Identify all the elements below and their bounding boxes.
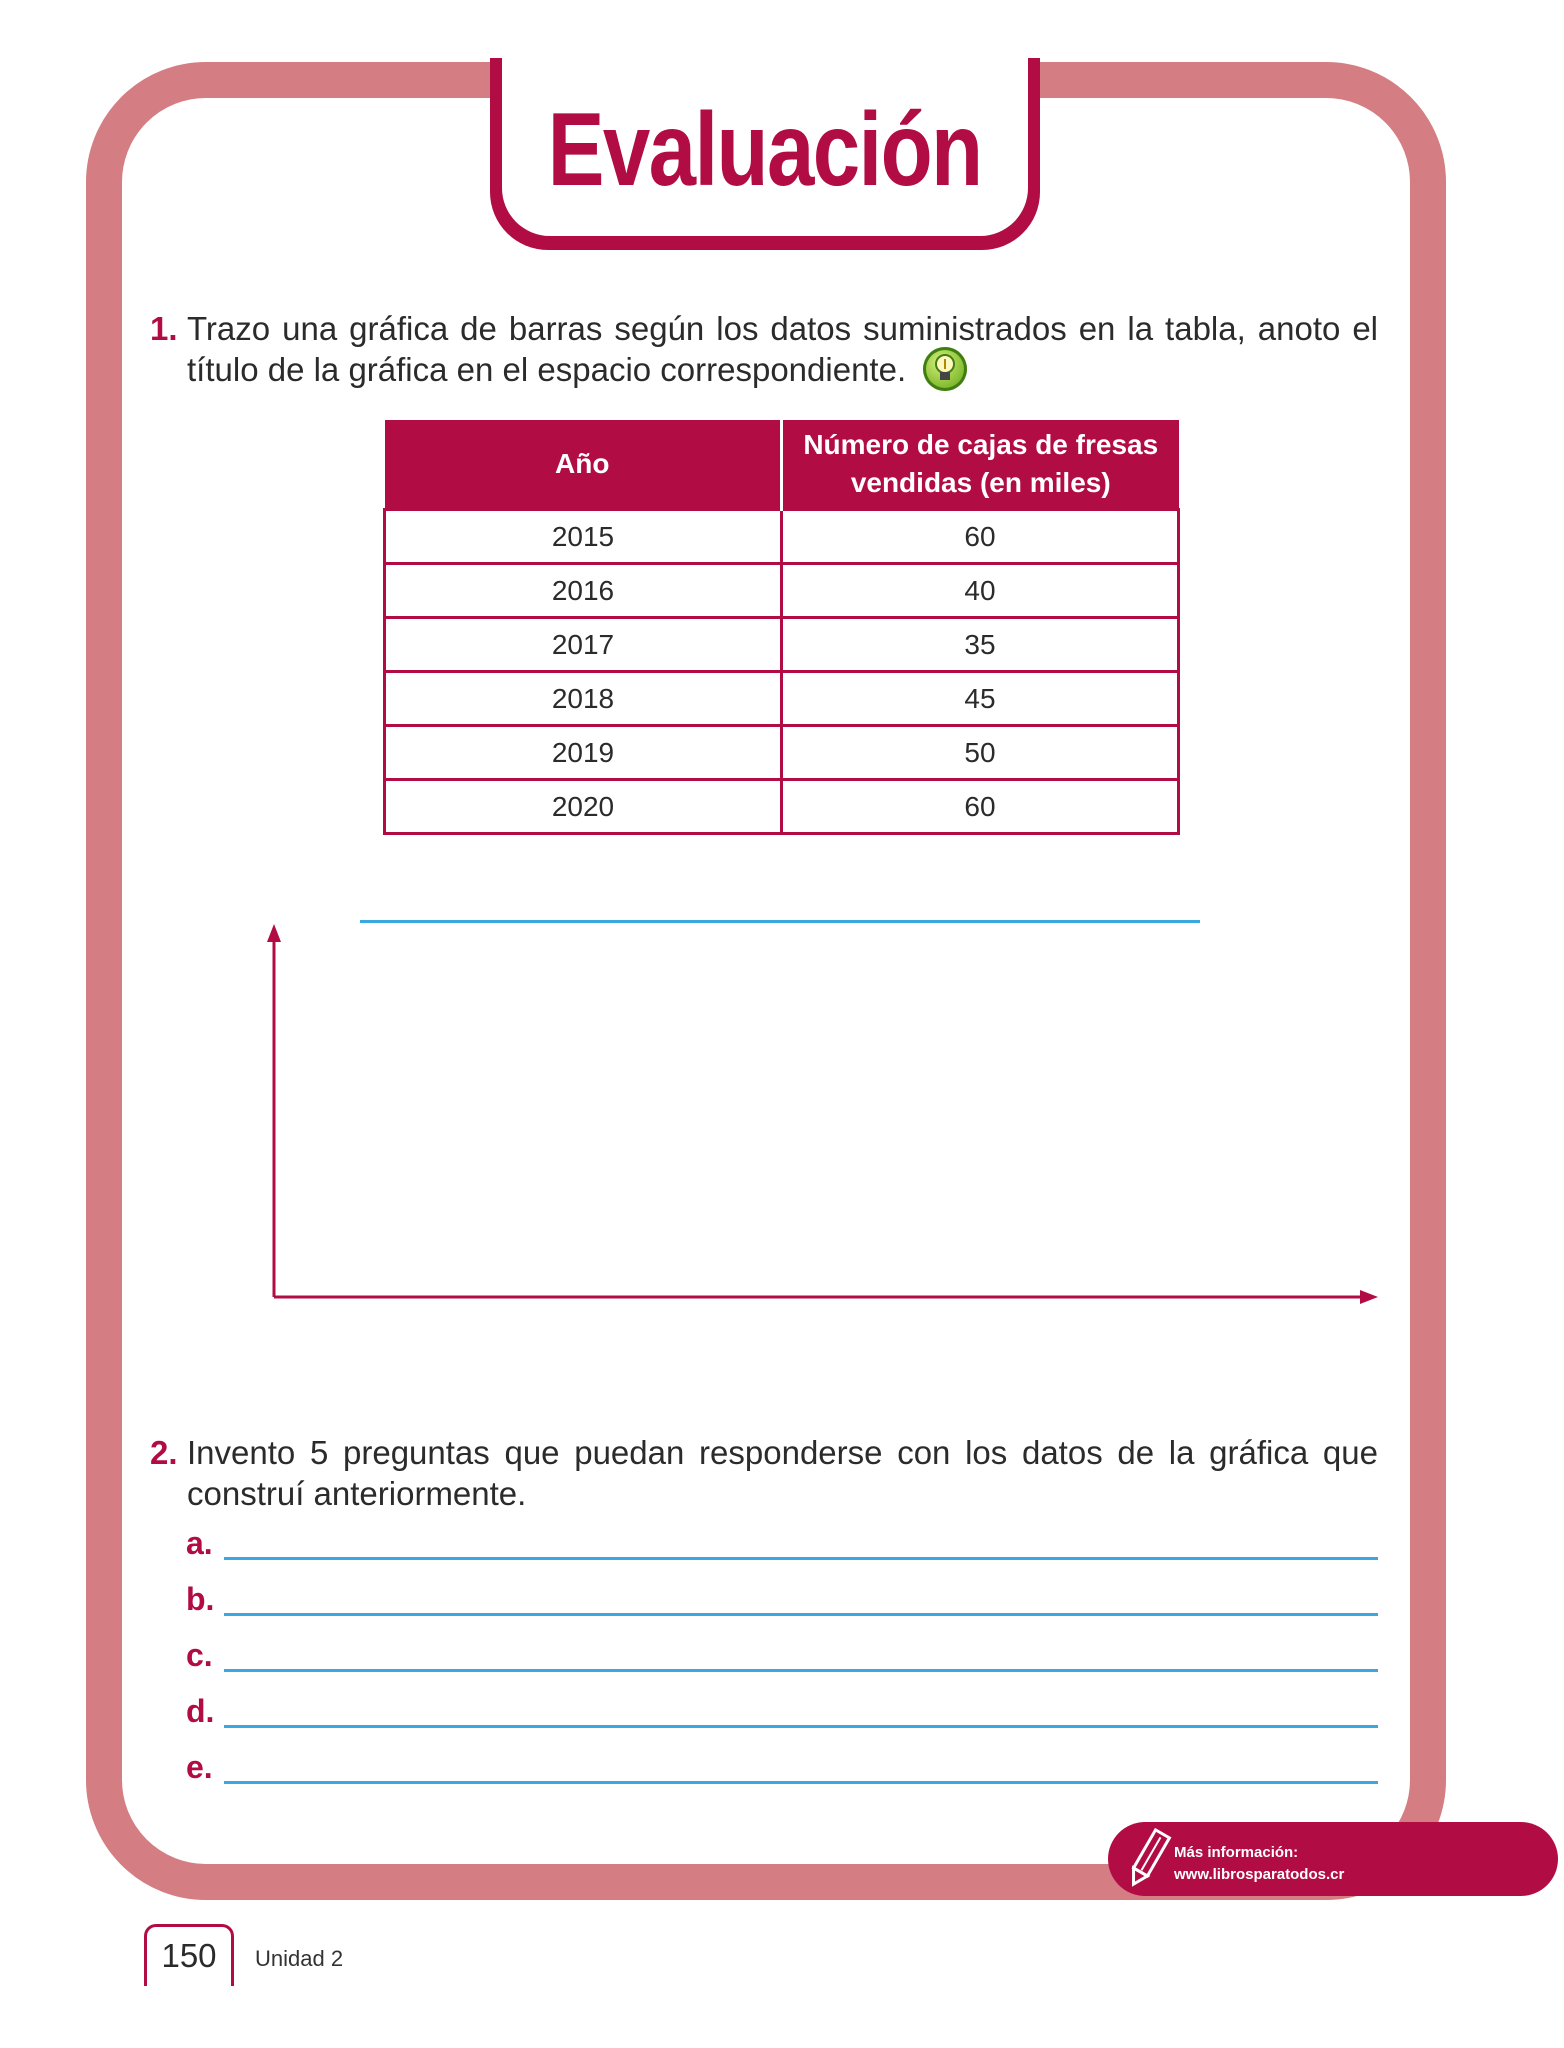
answer-letter: e. <box>186 1749 213 1785</box>
table-cell-year: 2016 <box>385 564 782 618</box>
more-info-url[interactable]: www.librosparatodos.cr <box>1174 1866 1345 1883</box>
table-cell-value: 50 <box>782 726 1179 780</box>
answer-letter: c. <box>186 1637 213 1673</box>
table-row <box>385 672 1179 726</box>
table-header-boxes: Número de cajas de fresas vendidas (en miles) <box>782 420 1179 510</box>
table-row <box>385 780 1179 834</box>
answer-row-c[interactable] <box>186 1636 1378 1676</box>
table-row <box>385 618 1179 672</box>
question-1-text: Trazo una gráfica de barras según los datos suministrados en la tabla, anoto el título de la gráfica en el espacio correspondiente. <box>187 310 1378 388</box>
page-number: 150 <box>144 1924 234 1986</box>
table-cell-year: 2020 <box>385 780 782 834</box>
table-header-year: Año <box>385 420 782 510</box>
question-2-number: 2. <box>150 1434 178 1471</box>
x-axis-arrow-icon <box>1360 1290 1378 1304</box>
table-row <box>385 726 1179 780</box>
more-info-text <box>1174 1842 1344 1886</box>
more-info-label: Más información: <box>1174 1844 1299 1861</box>
question-1-number: 1. <box>150 310 178 347</box>
unit-label: Unidad 2 <box>255 1946 344 1971</box>
answer-row-b[interactable] <box>186 1580 1378 1620</box>
answer-letter: d. <box>186 1693 215 1729</box>
answer-line[interactable] <box>224 1725 1378 1728</box>
data-table <box>383 420 1180 835</box>
table-cell-year: 2015 <box>385 510 782 564</box>
answer-row-d[interactable] <box>186 1692 1378 1732</box>
question-2-text: Invento 5 preguntas que puedan responderse con los datos de la gráfica que construí anteriormente. <box>187 1434 1378 1512</box>
table-cell-value: 45 <box>782 672 1179 726</box>
answer-line[interactable] <box>224 1613 1378 1616</box>
page-title: Evaluación <box>548 91 982 208</box>
title-tab <box>490 58 1040 250</box>
table-row <box>385 510 1179 564</box>
answer-letter: b. <box>186 1581 215 1617</box>
chart-title-answer-line[interactable] <box>360 920 1200 923</box>
table-cell-year: 2019 <box>385 726 782 780</box>
question-2 <box>150 1432 1378 1514</box>
table-cell-value: 60 <box>782 510 1179 564</box>
table-cell-year: 2018 <box>385 672 782 726</box>
y-axis-arrow-icon <box>267 924 281 942</box>
answer-row-e[interactable] <box>186 1748 1378 1788</box>
answer-line[interactable] <box>224 1669 1378 1672</box>
table-row <box>385 564 1179 618</box>
pencil-icon <box>1122 1826 1174 1892</box>
answer-row-a[interactable] <box>186 1524 1378 1564</box>
chart-axes <box>262 924 1382 1314</box>
question-1 <box>150 308 1378 394</box>
table-cell-value: 40 <box>782 564 1179 618</box>
answer-line[interactable] <box>224 1557 1378 1560</box>
answer-line[interactable] <box>224 1781 1378 1784</box>
lightbulb-icon <box>923 347 967 391</box>
table-cell-value: 35 <box>782 618 1179 672</box>
table-cell-year: 2017 <box>385 618 782 672</box>
answer-letter: a. <box>186 1525 213 1561</box>
table-cell-value: 60 <box>782 780 1179 834</box>
